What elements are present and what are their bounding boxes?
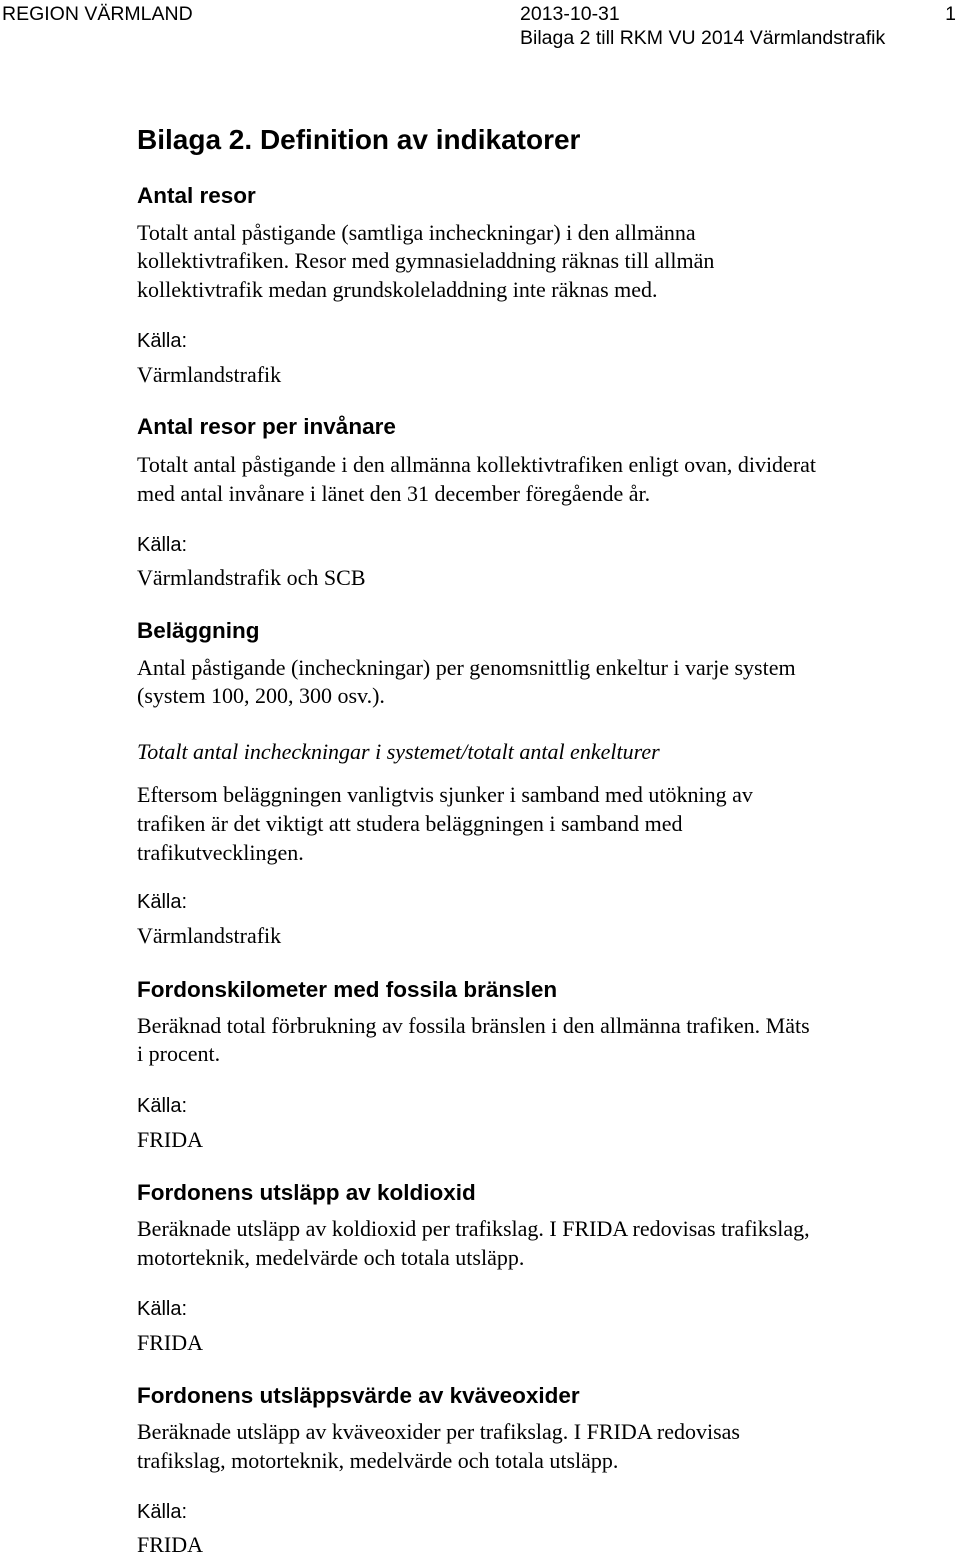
page-title: Bilaga 2. Definition av indikatorer [137, 124, 581, 155]
header-date: 2013-10-31 [520, 3, 620, 25]
section-text-line: Beräknade utsläpp av kväveoxider per trafikslag. I FRIDA redovisas [137, 1419, 740, 1444]
section-note-line: trafikutvecklingen. [137, 840, 304, 865]
section-heading: Fordonskilometer med fossila bränslen [137, 977, 558, 1002]
section-text-line: Totalt antal påstigande i den allmänna kollektivtrafiken enligt ovan, dividerat [137, 452, 817, 477]
source-value: Värmlandstrafik och SCB [137, 565, 366, 590]
section-text-line: Beräknad total förbrukning av fossila bränslen i den allmänna trafiken. Mäts [137, 1013, 810, 1038]
source-label: Källa: [137, 534, 188, 556]
section-note-line: Eftersom beläggningen vanligtvis sjunker i samband med utökning av [137, 782, 753, 807]
section-note-line: trafiken är det viktigt att studera beläggningen i samband med [137, 811, 683, 836]
formula: Totalt antal incheckningar i systemet/totalt antal enkelturer [137, 739, 660, 764]
source-value: FRIDA [137, 1532, 204, 1557]
section-text-line: i procent. [137, 1041, 221, 1066]
section-heading: Fordonens utsläppsvärde av kväveoxider [137, 1383, 580, 1408]
section-heading: Fordonens utsläpp av koldioxid [137, 1180, 476, 1205]
page-header [0, 0, 960, 60]
section-text-line: kollektivtrafiken. Resor med gymnasieladdning räknas till allmän [137, 248, 715, 273]
source-label: Källa: [137, 1501, 188, 1523]
header-page-number: 1 [945, 3, 956, 25]
section-heading: Antal resor [137, 183, 256, 208]
source-value: Värmlandstrafik [137, 923, 282, 948]
source-value: FRIDA [137, 1330, 204, 1355]
section-heading: Beläggning [137, 618, 260, 643]
header-organization: REGION VÄRMLAND [2, 3, 193, 25]
section-text-line: trafikslag, motorteknik, medelvärde och totala utsläpp. [137, 1448, 619, 1473]
header-subtitle: Bilaga 2 till RKM VU 2014 Värmlandstrafik [520, 27, 886, 49]
section-text-line: Totalt antal påstigande (samtliga incheckningar) i den allmänna [137, 220, 696, 245]
section-text-line: (system 100, 200, 300 osv.). [137, 683, 385, 708]
source-value: FRIDA [137, 1127, 204, 1152]
source-label: Källa: [137, 330, 188, 352]
source-label: Källa: [137, 1095, 188, 1117]
section-text-line: med antal invånare i länet den 31 december föregående år. [137, 481, 651, 506]
source-value: Värmlandstrafik [137, 362, 282, 387]
section-text-line: Antal påstigande (incheckningar) per genomsnittlig enkeltur i varje system [137, 655, 796, 680]
section-text-line: kollektivtrafik medan grundskoleladdning inte räknas med. [137, 277, 658, 302]
section-heading: Antal resor per invånare [137, 414, 396, 439]
source-label: Källa: [137, 891, 188, 913]
section-text-line: Beräknade utsläpp av koldioxid per trafikslag. I FRIDA redovisas trafikslag, [137, 1216, 810, 1241]
source-label: Källa: [137, 1298, 188, 1320]
section-text-line: motorteknik, medelvärde och totala utsläpp. [137, 1245, 525, 1270]
